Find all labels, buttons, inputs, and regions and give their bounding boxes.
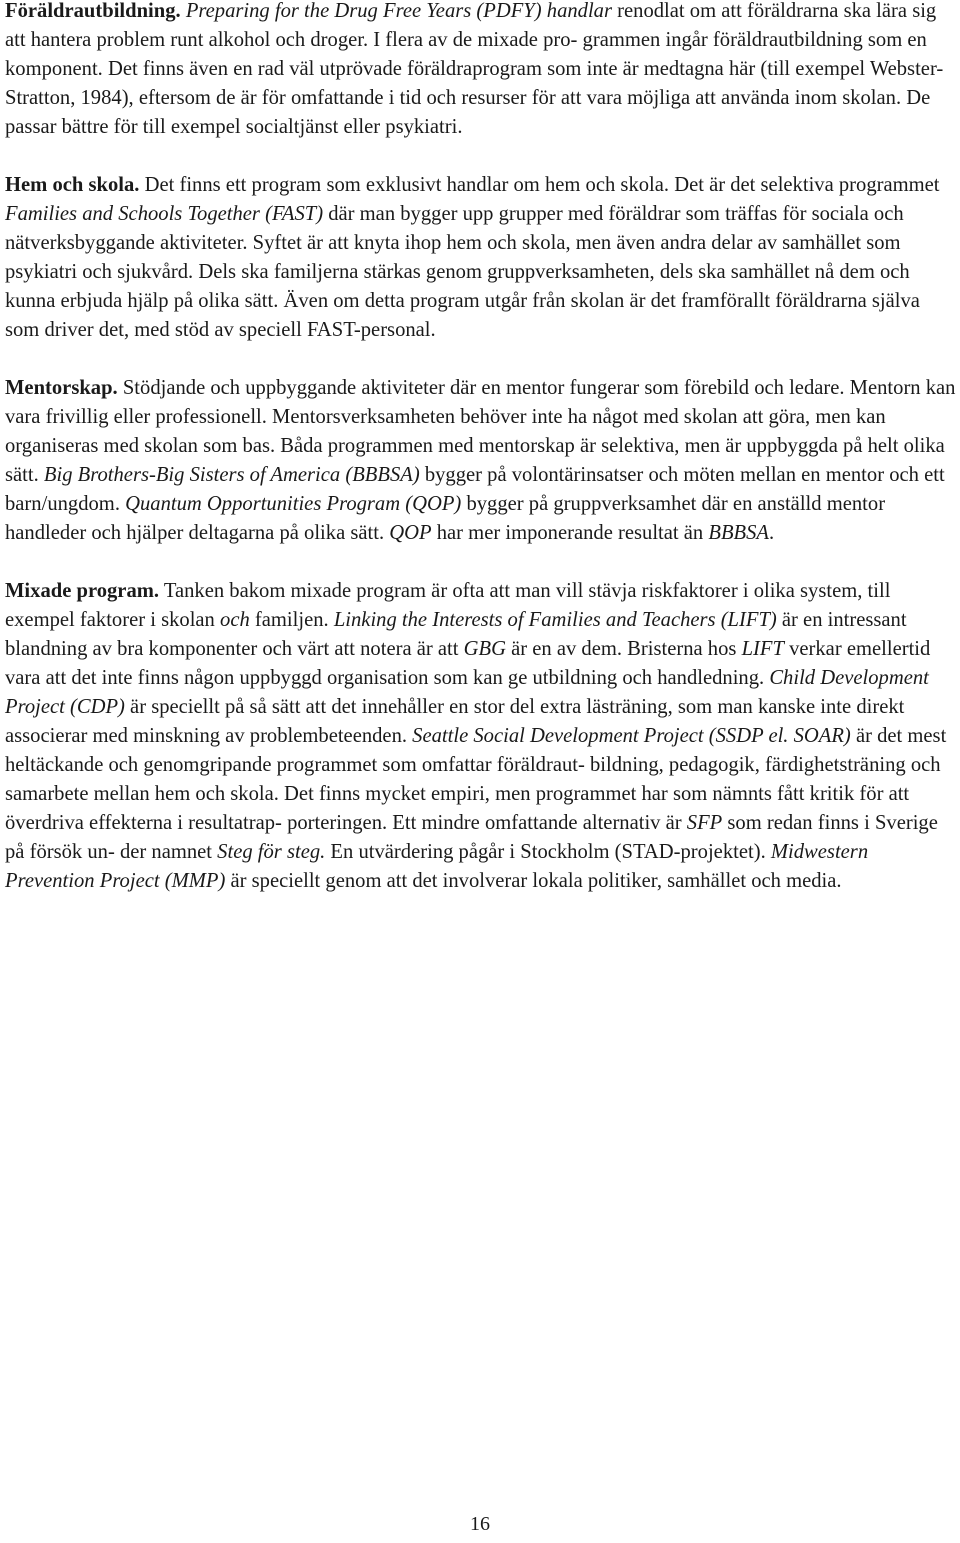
italic-text-run: Midwestern Prevention Project (MMP): [5, 841, 869, 892]
italic-text-run: QOP: [389, 522, 432, 544]
document-page: [5, 0, 957, 896]
italic-text-run: Seattle Social Development Project (SSDP el. SOAR): [412, 725, 851, 747]
italic-text-run: Steg för steg.: [217, 841, 326, 863]
italic-text-run: LIFT: [741, 638, 784, 660]
italic-text-run: Linking the Interests of Families and Teachers (LIFT): [333, 609, 777, 631]
italic-text-run: Preparing for the Drug Free Years (PDFY) handlar: [185, 0, 612, 22]
paragraph-hem-och-skola: [5, 171, 957, 345]
text-run: är speciellt på så sätt att det innehåller en stor del extra lästräning, som man kanske inte direkt associerar med minskning av problembeteenden.: [5, 696, 905, 747]
text-run: har mer imponerande resultat än: [431, 522, 709, 544]
text-run: verkar emellertid vara att det inte finns någon uppbyggd organisation som kan ge utbildning och handledning.: [5, 638, 931, 689]
paragraph-foraldrautbildning: [5, 0, 957, 142]
text-run: Stödjande och uppbyggande aktiviteter där en mentor fungerar som förebild och ledare. Mentorn kan vara frivillig eller professionell. Mentorsverksamheten behöver inte ha något med skolan att göra, men kan organiseras med skolan som bas. Båda programmen med mentorskap är selektiva, men är uppbyggda på helt olika sätt.: [5, 377, 956, 486]
italic-text-run: BBBSA: [708, 522, 769, 544]
italic-text-run: Big Brothers-Big Sisters of America (BBBSA): [43, 464, 420, 486]
text-run: där man bygger upp grupper med föräldrar som träffas för sociala och nätverksbyggande aktiviteter. Syftet är att knyta ihop hem och skola, men även andra delar av samhället som psykiatri och sjukvård. Dels ska familjerna stärkas genom gruppverksamheten, dels ska samhället nå dem och kunna erbjuda hjälp på olika sätt. Även om detta program utgår från skolan är det framförallt föräldrarna själva som driver det, med stöd av speciell FAST-personal.: [5, 203, 920, 341]
italic-text-run: Child Development Project (CDP): [5, 667, 929, 718]
text-run: som redan finns i Sverige på försök un- der namnet: [5, 812, 938, 863]
paragraph-heading: Mixade program.: [5, 580, 160, 602]
text-run: familjen.: [249, 609, 334, 631]
text-run: En utvärdering pågår i Stockholm (STAD-projektet).: [325, 841, 771, 863]
italic-text-run: och: [220, 609, 250, 631]
text-run: bygger på gruppverksamhet där en anställd mentor handleder och hjälper deltagarna på olika sätt.: [5, 493, 886, 544]
text-run: är det mest heltäckande och genomgripande programmet som omfattar föräldraut- bildning, pedagogik, färdighetsträning och samarbete mellan hem och skola. Det finns mycket empiri, men programmet har som nämnts fått kritik för att överdriva effekterna i resultatrap- porteringen. Ett mindre omfattande alternativ är: [5, 725, 947, 834]
italic-text-run: Quantum Opportunities Program (QOP): [125, 493, 462, 515]
paragraph-heading: Mentorskap.: [5, 377, 118, 399]
page-number: 16: [470, 1513, 490, 1535]
text-run: Det finns ett program som exklusivt handlar om hem och skola. Det är det selektiva programmet: [139, 174, 940, 196]
paragraph-mixade-program: [5, 577, 957, 896]
paragraph-body: [5, 174, 940, 341]
text-run: är speciellt genom att det involverar lokala politiker, samhället och media.: [225, 870, 842, 892]
italic-text-run: Families and Schools Together (FAST): [5, 203, 324, 225]
text-run: renodlat om att föräldrarna ska lära sig att hantera problem runt alkohol och droger. I flera av de mixade pro- grammen ingår föräldrautbildning som en komponent. Det finns även en rad väl utprövade föräldraprogram som inte är medtagna här (till exempel Webster-Stratton, 1984), eftersom de är för omfattande i tid och resurser för att vara möjliga att använda inom skolan. De passar bättre för till exempel socialtjänst eller psykiatri.: [5, 0, 944, 138]
paragraph-mentorskap: [5, 374, 957, 548]
paragraph-body: [5, 580, 946, 892]
italic-text-run: SFP: [686, 812, 723, 834]
text-run: Tanken bakom mixade program är ofta att man vill stävja riskfaktorer i olika system, till exempel faktorer i skolan: [5, 580, 891, 631]
text-run: är en av dem. Bristerna hos: [505, 638, 742, 660]
text-run: är en intressant blandning av bra komponenter och värt att notera är att: [5, 609, 907, 660]
paragraph-heading: Hem och skola.: [5, 174, 140, 196]
text-run: .: [768, 522, 775, 544]
text-run: bygger på volontärinsatser och möten mellan en mentor och ett barn/ungdom.: [5, 464, 945, 515]
italic-text-run: GBG: [463, 638, 506, 660]
paragraph-body: [5, 377, 955, 544]
paragraph-heading: Föräldrautbildning.: [5, 0, 181, 22]
